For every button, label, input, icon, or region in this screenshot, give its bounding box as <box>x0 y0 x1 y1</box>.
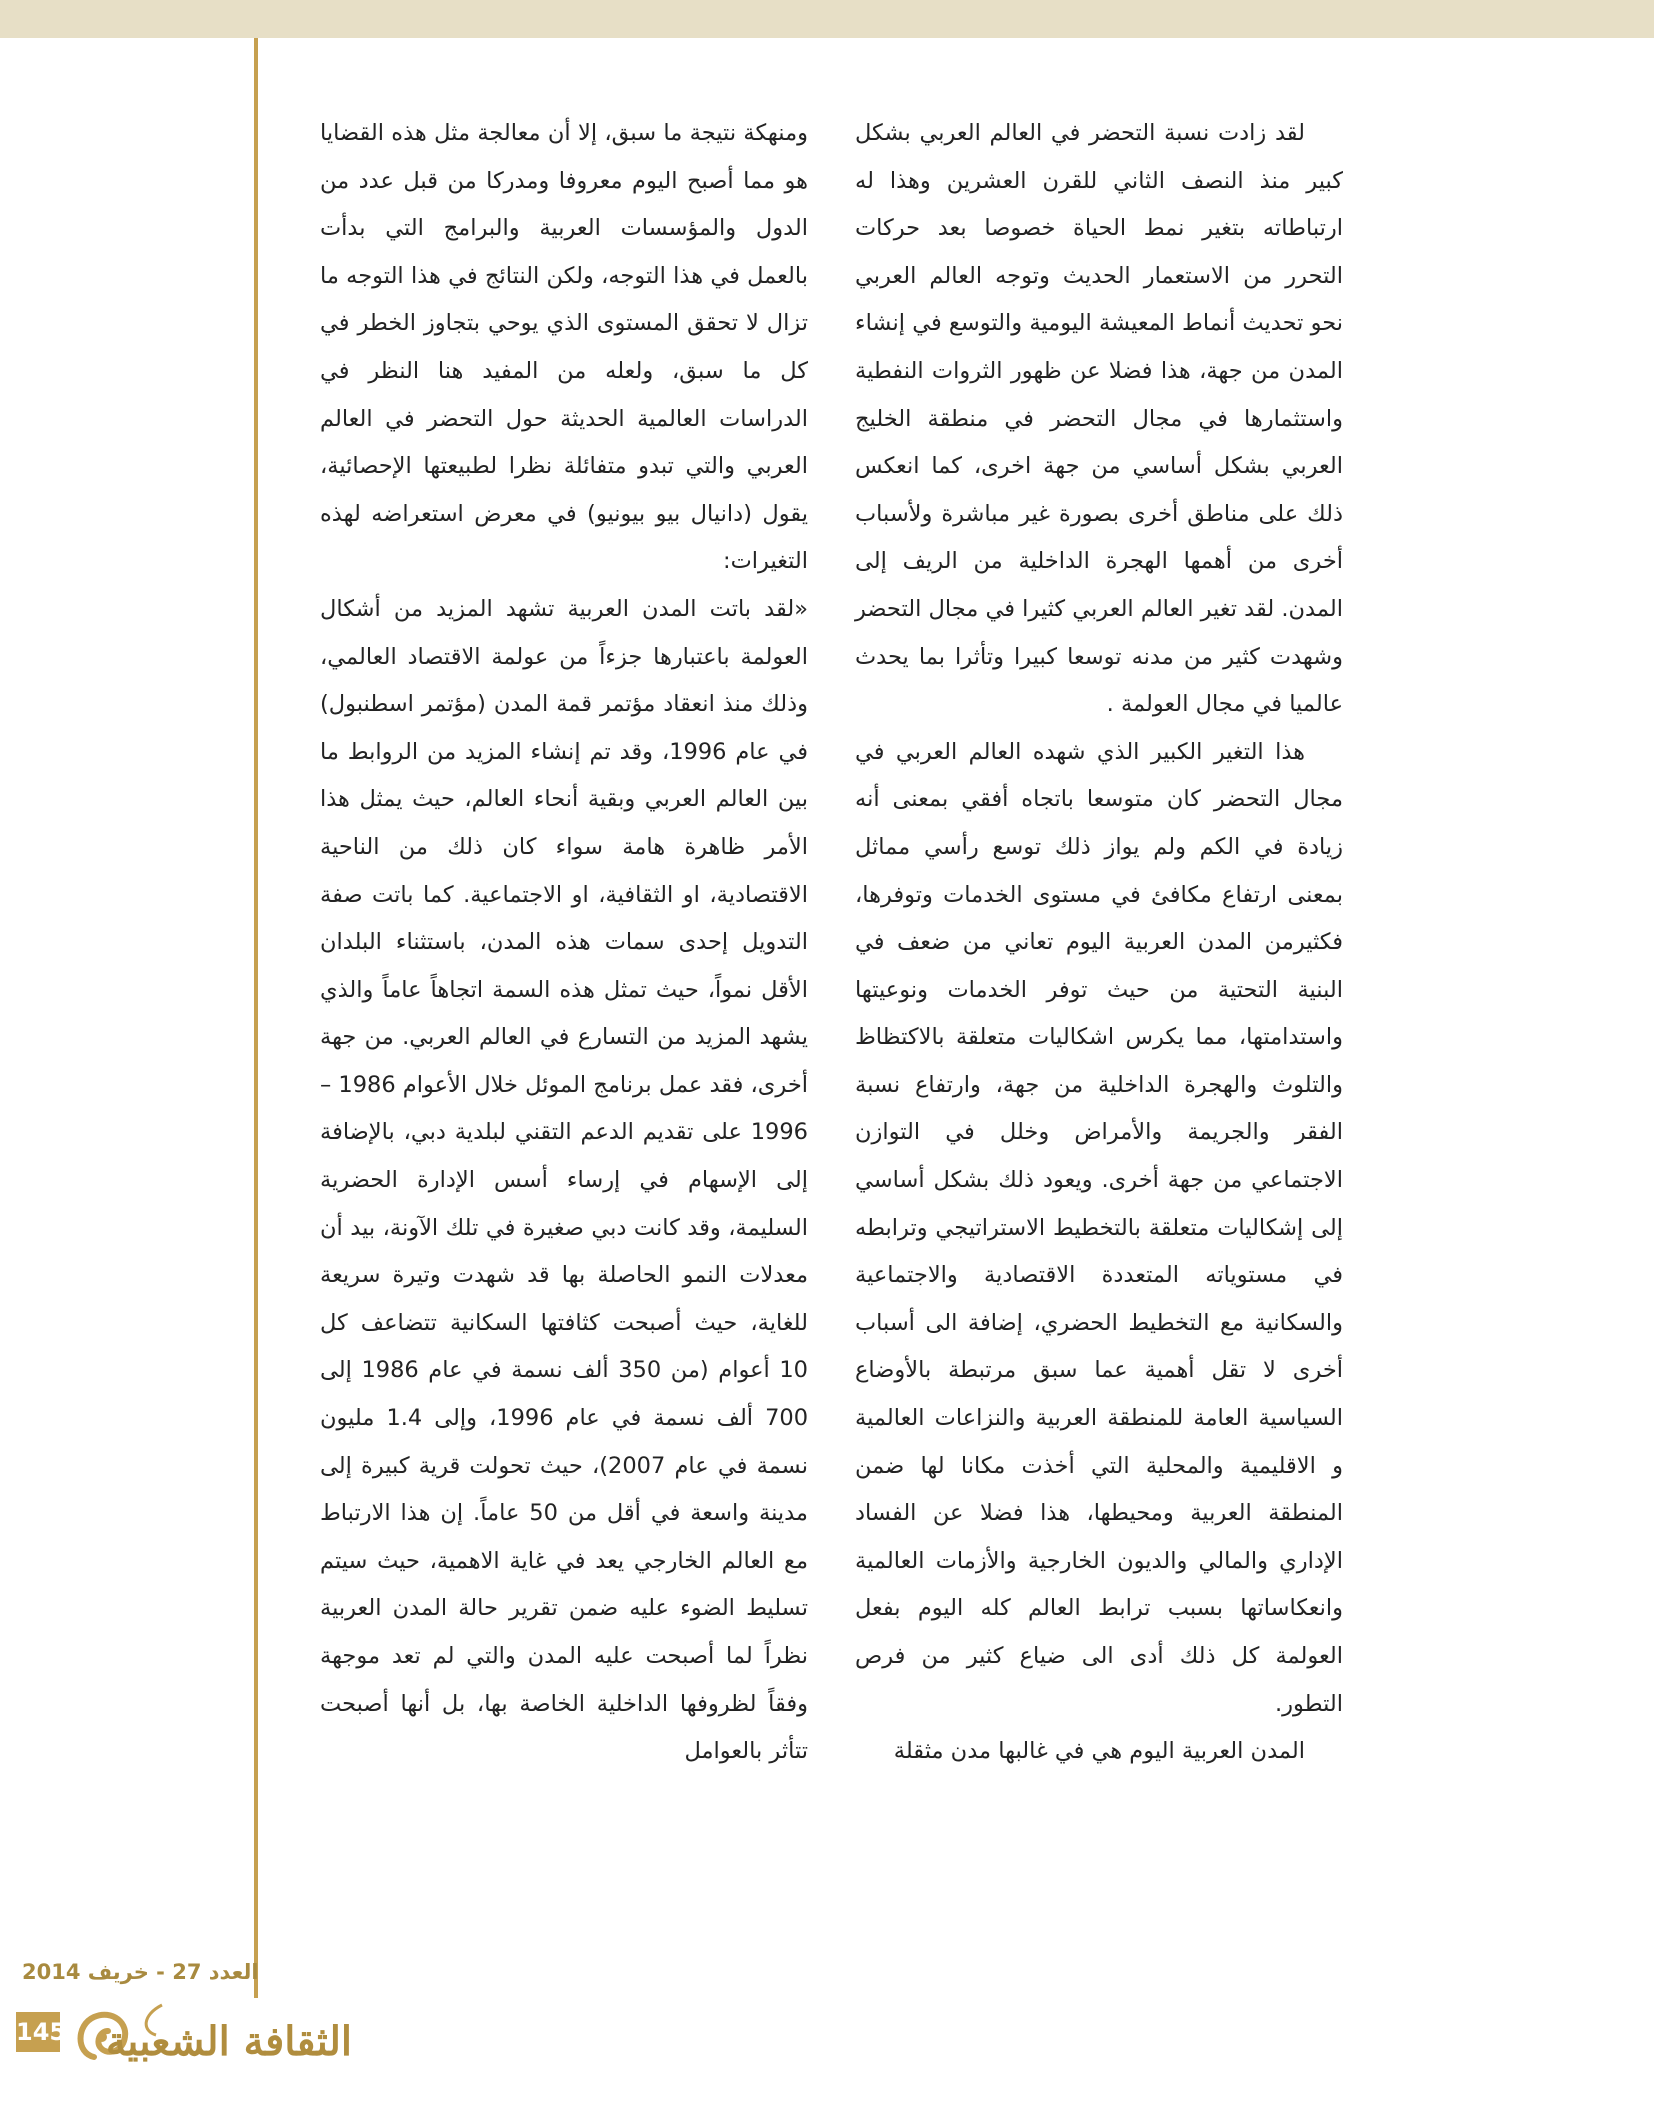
issue-line: العدد 27 - خريف 2014 <box>22 1960 259 1984</box>
quotation-paragraph: «لقد باتت المدن العربية تشهد المزيد من أشكال العولمة باعتبارها جزءاً من عولمة الاقتصاد العالمي، وذلك منذ انعقاد مؤتمر قمة المدن (مؤتمر اسطنبول) في عام 1996، وقد تم إنشاء المزيد من الروابط ما بين العالم العربي وبقية أنحاء العالم، حيث يمثل هذا الأمر ظاهرة هامة سواء كان ذلك من الناحية الاقتصادية، او الثقافية، او الاجتماعية. كما باتت صفة التدويل إحدى سمات هذه المدن، باستثناء البلدان الأقل نمواً، حيث تمثل هذه السمة اتجاهاً عاماً والذي يشهد المزيد من التسارع في العالم العربي. من جهة أخرى، فقد عمل برنامج الموئل خلال الأعوام 1986 – 1996 على تقديم الدعم التقني لبلدية دبي، بالإضافة إلى الإسهام في إرساء أسس الإدارة الحضرية السليمة، وقد كانت دبي صغيرة في تلك الآونة، بيد أن معدلات النمو الحاصلة بها قد شهدت وتيرة سريعة للغاية، حيث أصبحت كثافتها السكانية تتضاعف كل 10 أعوام (من 350 ألف نسمة في عام 1986 إلى 700 ألف نسمة في عام 1996، وإلى 1.4 مليون نسمة في عام 2007)، حيث تحولت قرية كبيرة إلى مدينة واسعة في أقل من 50 عاماً. إن هذا الارتباط مع العالم الخارجي يعد في غاية الاهمية، حيث سيتم تسليط الضوء عليه ضمن تقرير حالة المدن العربية نظراً لما أصبحت عليه المدن والتي لم تعد موجهة وفقاً لظروفها الداخلية الخاصة بها، بل أنها أصبحت تتأثر بالعوامل <box>319 595 809 1765</box>
article-column-right <box>855 110 1343 1776</box>
paragraph: ومنهكة نتيجة ما سبق، إلا أن معالجة مثل هذه القضايا هو مما أصبح اليوم معروفا ومدركا من قبل عدد من الدول والمؤسسات العربية والبرامج التي بدأت بالعمل في هذا التوجه، ولكن النتائج في هذا التوجه ما تزال لا تحقق المستوى الذي يوحي بتجاوز الخطر في كل ما سبق، ولعله من المفيد هنا النظر في الدراسات العالمية الحديثة حول التحضر في العالم العربي والتي تبدو متفائلة نظرا لطبيعتها الإحصائية، يقول (دانيال بيو بيونيو) في معرض استعراضه لهذه التغيرات: <box>320 120 808 575</box>
paragraph: المدن العربية اليوم هي في غالبها مدن مثقلة <box>893 1738 1305 1765</box>
magazine-logo <box>72 1997 362 2073</box>
paragraph: هذا التغير الكبير الذي شهده العالم العربي في مجال التحضر كان متوسعا باتجاه أفقي بمعنى أنه زيادة في الكم ولم يواز ذلك توسع رأسي مماثل بمعنى ارتفاع مكافئ في مستوى الخدمات وتوفرها، فكثيرمن المدن العربية اليوم تعاني من ضعف في البنية التحتية من حيث توفر الخدمات ونوعيتها واستدامتها، مما يكرس اشكاليات متعلقة بالاكتظاظ والتلوث والهجرة الداخلية من جهة، وارتفاع نسبة الفقر والجريمة والأمراض وخلل في التوازن الاجتماعي من جهة أخرى. ويعود ذلك بشكل أساسي إلى إشكاليات متعلقة بالتخطيط الاستراتيجي وترابطه في مستوياته المتعددة الاقتصادية والاجتماعية والسكانية مع التخطيط الحضري، إضافة الى أسباب أخرى لا تقل أهمية عما سبق مرتبطة بالأوضاع السياسية العامة للمنطقة العربية والنزاعات العالمية و الاقليمية والمحلية التي أخذت مكانا لها ضمن المنطقة العربية ومحيطها، هذا فضلا عن الفساد الإداري والمالي والديون الخارجية والأزمات العالمية وانعكاساتها بسبب ترابط العالم كله اليوم بفعل العولمة كل ذلك أدى الى ضياع كثير من فرص التطور. <box>855 738 1343 1717</box>
paragraph: لقد زادت نسبة التحضر في العالم العربي بشكل كبير منذ النصف الثاني للقرن العشرين وهذا له ارتباطاته بتغير نمط الحياة خصوصا بعد حركات التحرر من الاستعمار الحديث وتوجه العالم العربي نحو تحديث أنماط المعيشة اليومية والتوسع في إنشاء المدن من جهة، هذا فضلا عن ظهور الثروات النفطية واستثمارها في مجال التحضر في منطقة الخليج العربي بشكل أساسي من جهة اخرى، كما انعكس ذلك على مناطق أخرى بصورة غير مباشرة ولأسباب أخرى من أهمها الهجرة الداخلية من الريف إلى المدن. لقد تغير العالم العربي كثيرا في مجال التحضر وشهدت كثير من مدنه توسعا كبيرا وتأثرا بما يحدث عالميا في مجال العولمة . <box>855 120 1343 718</box>
margin-gold-rule <box>254 38 258 1998</box>
page-number: 145 <box>16 2012 60 2052</box>
page-footer <box>0 1955 380 2126</box>
article-column-left <box>320 110 808 1776</box>
top-decorative-band <box>0 0 1654 38</box>
svg-text:الثقافة الشعبية: الثقافة الشعبية <box>105 2018 352 2065</box>
